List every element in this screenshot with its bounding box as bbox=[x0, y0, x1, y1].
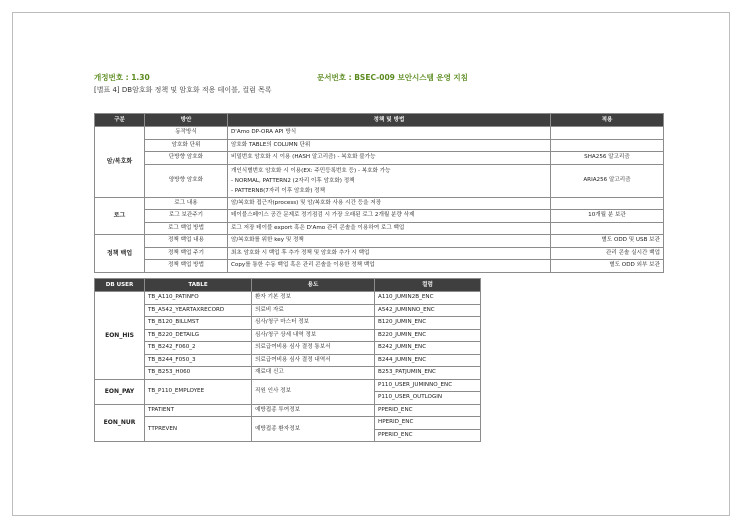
table-name-cell: TPATIENT bbox=[145, 404, 252, 417]
column-header: 컬럼 bbox=[375, 279, 481, 292]
table-row bbox=[95, 329, 481, 342]
table-row bbox=[95, 127, 664, 140]
column-name-cell: B242_JUMIN_ENC bbox=[375, 342, 481, 355]
table-row bbox=[95, 235, 664, 248]
column-name-cell: A542_JUMINNO_ENC bbox=[375, 304, 481, 317]
policy-line: - PATTERN8(7자리 이후 암호화) 정책 bbox=[231, 187, 325, 194]
table-row bbox=[95, 139, 664, 152]
policy-cell: 최초 암호화 시 백업 후 추가 정책 및 암호화 추가 시 백업 bbox=[228, 247, 551, 260]
column-name-cell: P110_USER_OUTLOGIN bbox=[375, 392, 481, 405]
db-user-eon-his: EON_HIS bbox=[95, 292, 145, 380]
method-cell: 로그 백업 방법 bbox=[145, 222, 228, 235]
usage-cell: 예방접종 투여정보 bbox=[252, 404, 375, 417]
table-name-cell: TB_B242_F060_2 bbox=[145, 342, 252, 355]
policy-line: 개인식별번호 암호화 시 이용(EX: 주민등록번호 등) - 복호화 가능 bbox=[231, 167, 391, 174]
table-row bbox=[95, 404, 481, 417]
table-row bbox=[95, 260, 664, 273]
group-label-policy-backup: 정책 백업 bbox=[95, 235, 145, 273]
column-header: 구분 bbox=[95, 114, 145, 127]
apply-cell: 별도 ODD 외부 보관 bbox=[551, 260, 664, 273]
table-name-cell: TB_A542_YEARTAXRECORD bbox=[145, 304, 252, 317]
usage-cell: 예방접종 환자정보 bbox=[252, 417, 375, 442]
table-header-row bbox=[95, 114, 664, 127]
usage-cell: 의료비 자료 bbox=[252, 304, 375, 317]
method-cell: 정책 백업 주기 bbox=[145, 247, 228, 260]
table-header-row bbox=[95, 279, 481, 292]
policy-cell: 로그 저장 테이블 export 혹은 D'Amo 관리 콘솔을 이용하여 로그 백업 bbox=[228, 222, 551, 235]
column-name-cell: P110_USER_JUMINNO_ENC bbox=[375, 379, 481, 392]
apply-cell bbox=[551, 222, 664, 235]
db-user-eon-pay: EON_PAY bbox=[95, 379, 145, 404]
policy-line: - NORMAL, PATTERN2 (2자리 이후 암호화) 정책 bbox=[231, 177, 355, 184]
group-label-log: 로그 bbox=[95, 197, 145, 235]
table-row bbox=[95, 367, 481, 380]
apply-cell bbox=[551, 197, 664, 210]
table-row bbox=[95, 292, 481, 305]
column-name-cell: PPERID_ENC bbox=[375, 404, 481, 417]
column-header: TABLE bbox=[145, 279, 252, 292]
column-header: 용도 bbox=[252, 279, 375, 292]
usage-cell: 재료대 신고 bbox=[252, 367, 375, 380]
method-cell: 정책 백업 내용 bbox=[145, 235, 228, 248]
table-row bbox=[95, 152, 664, 165]
column-header: DB USER bbox=[95, 279, 145, 292]
apply-cell bbox=[551, 127, 664, 140]
policy-cell: 암/복호화를 위한 key 및 정책 bbox=[228, 235, 551, 248]
table-row bbox=[95, 317, 481, 330]
table-name-cell: TB_B220_DETAILG bbox=[145, 329, 252, 342]
usage-cell: 환자 기본 정보 bbox=[252, 292, 375, 305]
apply-cell: 관리 콘솔 실시간 백업 bbox=[551, 247, 664, 260]
table-name-cell: TB_A110_PATINFO bbox=[145, 292, 252, 305]
column-name-cell: HPERID_ENC bbox=[375, 417, 481, 430]
apply-cell: SHA256 알고리즘 bbox=[551, 152, 664, 165]
apply-cell: 10개월 분 보관 bbox=[551, 210, 664, 223]
table-name-cell: TTPREVEN bbox=[145, 417, 252, 442]
db-user-eon-nur: EON_NUR bbox=[95, 404, 145, 442]
usage-cell: 의료급여비용 심사 결정 내역서 bbox=[252, 354, 375, 367]
column-name-cell: B220_JUMIN_ENC bbox=[375, 329, 481, 342]
method-cell: 단방향 암호화 bbox=[145, 152, 228, 165]
table-row bbox=[95, 164, 664, 197]
encrypted-column-table bbox=[94, 278, 481, 442]
table-row bbox=[95, 197, 664, 210]
policy-cell: 암호화 TABLE의 COLUMN 단위 bbox=[228, 139, 551, 152]
policy-cell bbox=[228, 164, 551, 197]
usage-cell: 의료급여비용 심사 결정 통보서 bbox=[252, 342, 375, 355]
method-cell: 양방향 암호화 bbox=[145, 164, 228, 197]
policy-cell: 암/복호화 접근자(process) 및 암/복호화 사용 시간 등을 저장 bbox=[228, 197, 551, 210]
column-name-cell: B253_PATJUMIN_ENC bbox=[375, 367, 481, 380]
table-name-cell: TB_B244_F050_3 bbox=[145, 354, 252, 367]
column-header: 정책 및 방법 bbox=[228, 114, 551, 127]
method-cell: 로그 보관주기 bbox=[145, 210, 228, 223]
revision-number: 개정번호 : 1.30 bbox=[94, 73, 150, 82]
policy-cell: 비밀번호 암호화 시 이용 (HASH 알고리즘) - 복호화 불가능 bbox=[228, 152, 551, 165]
policy-cell: Copy를 통한 수동 백업 혹은 관리 콘솔을 이용한 정책 백업 bbox=[228, 260, 551, 273]
table-row bbox=[95, 222, 664, 235]
table-name-cell: TB_B253_H060 bbox=[145, 367, 252, 380]
table-row bbox=[95, 247, 664, 260]
column-name-cell: A110_JUMIN2B_ENC bbox=[375, 292, 481, 305]
policy-cell: 테이블스페이스 공간 문제로 정기점검 시 가장 오래된 로그 2개월 분량 삭제 bbox=[228, 210, 551, 223]
method-cell: 로그 내용 bbox=[145, 197, 228, 210]
usage-cell: 직원 인사 정보 bbox=[252, 379, 375, 404]
table-row bbox=[95, 379, 481, 392]
apply-cell: ARIA256 알고리즘 bbox=[551, 164, 664, 197]
table-row bbox=[95, 354, 481, 367]
table-row bbox=[95, 417, 481, 430]
table-name-cell: TB_B120_BILLMST bbox=[145, 317, 252, 330]
method-cell: 동작방식 bbox=[145, 127, 228, 140]
table-row bbox=[95, 210, 664, 223]
usage-cell: 심사/청구 마스터 정보 bbox=[252, 317, 375, 330]
apply-cell bbox=[551, 139, 664, 152]
attachment-title: [별표 4] DB암호화 정책 및 암호화 적용 테이블, 컬럼 목록 bbox=[94, 86, 272, 94]
document-number: 문서번호 : BSEC-009 보안시스템 운영 지침 bbox=[317, 73, 468, 82]
method-cell: 암호화 단위 bbox=[145, 139, 228, 152]
usage-cell: 심사/청구 상세 내역 정보 bbox=[252, 329, 375, 342]
policy-cell: D'Amo DP-ORA API 방식 bbox=[228, 127, 551, 140]
method-cell: 정책 백업 방법 bbox=[145, 260, 228, 273]
column-name-cell: PPERID_ENC bbox=[375, 429, 481, 442]
encryption-policy-table bbox=[94, 113, 664, 273]
group-label-encryption: 암/복호화 bbox=[95, 127, 145, 198]
table-name-cell: TB_P110_EMPLOYEE bbox=[145, 379, 252, 404]
column-header: 방안 bbox=[145, 114, 228, 127]
table-row bbox=[95, 342, 481, 355]
table-row bbox=[95, 304, 481, 317]
column-name-cell: B244_JUMIN_ENC bbox=[375, 354, 481, 367]
column-header: 적용 bbox=[551, 114, 664, 127]
column-name-cell: B120_JUMIN_ENC bbox=[375, 317, 481, 330]
apply-cell: 별도 ODD 및 USB 보관 bbox=[551, 235, 664, 248]
